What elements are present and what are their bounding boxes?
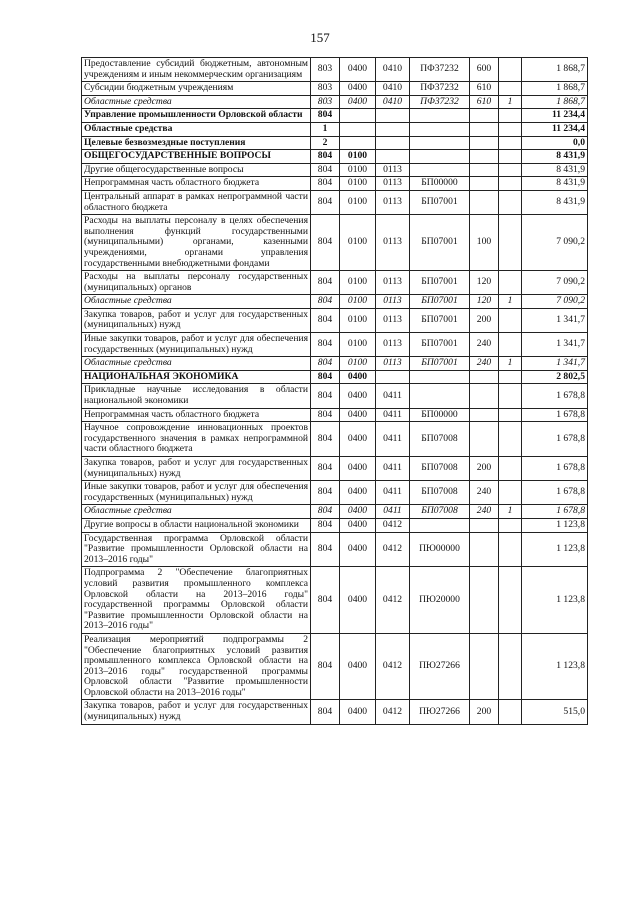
ministry-code: 804 [311,370,340,384]
ministry-code: 804 [311,333,340,357]
ministry-code: 804 [311,215,340,271]
row-description: Управление промышленности Орловской области [82,109,311,123]
table-row [82,271,588,295]
ministry-code: 804 [311,633,340,700]
section-code: 0400 [340,408,376,422]
amount: 11 234,4 [522,109,588,123]
expense-type-code [470,177,499,191]
amount: 1 678,8 [522,384,588,408]
target-article-code: БП00000 [410,408,470,422]
section-code: 0400 [340,481,376,505]
section-code: 0400 [340,422,376,457]
table-row [82,150,588,164]
subsection-code: 0113 [376,333,410,357]
table-row [82,215,588,271]
amount: 1 678,8 [522,408,588,422]
table-row [82,308,588,332]
ministry-code: 804 [311,481,340,505]
funding-source-code [499,82,522,96]
funding-source-code [499,190,522,214]
target-article-code: ПФ37232 [410,95,470,109]
amount: 1 341,7 [522,308,588,332]
row-description: Прикладные научные исследования в области национальной экономики [82,384,311,408]
subsection-code: 0411 [376,481,410,505]
funding-source-code [499,532,522,567]
row-description: Подпрограмма 2 "Обеспечение благоприятных условий развития промышленного комплекса Орловской области на 2013–2016 годы" государственной программы Орловской области "Развитие промышленности Орловской области на 2013–2016 годы" [82,567,311,634]
ministry-code: 804 [311,177,340,191]
ministry-code: 804 [311,295,340,309]
target-article-code: БП07001 [410,215,470,271]
target-article-code: БП07001 [410,333,470,357]
ministry-code: 804 [311,109,340,123]
target-article-code: ПЮ27266 [410,700,470,724]
section-code: 0400 [340,82,376,96]
section-code: 0400 [340,567,376,634]
ministry-code: 804 [311,518,340,532]
funding-source-code [499,163,522,177]
amount: 1 341,7 [522,333,588,357]
table-row [82,109,588,123]
target-article-code: БП07008 [410,457,470,481]
amount: 1 868,7 [522,82,588,96]
subsection-code: 0411 [376,457,410,481]
table-row [82,505,588,519]
funding-source-code: 1 [499,295,522,309]
row-description: Закупка товаров, работ и услуг для государственных (муниципальных) нужд [82,308,311,332]
row-description: НАЦИОНАЛЬНАЯ ЭКОНОМИКА [82,370,311,384]
ministry-code: 804 [311,271,340,295]
ministry-code: 804 [311,384,340,408]
row-description: Другие вопросы в области национальной экономики [82,518,311,532]
amount: 1 123,8 [522,518,588,532]
row-description: Областные средства [82,505,311,519]
amount: 1 868,7 [522,95,588,109]
amount: 1 678,8 [522,505,588,519]
expense-type-code: 200 [470,700,499,724]
ministry-code: 804 [311,163,340,177]
row-description: Целевые безвозмездные поступления [82,136,311,150]
section-code: 0100 [340,163,376,177]
subsection-code: 0411 [376,408,410,422]
subsection-code: 0412 [376,700,410,724]
table-row [82,518,588,532]
amount: 7 090,2 [522,295,588,309]
table-row [82,633,588,700]
row-description: Центральный аппарат в рамках непрограммной части областного бюджета [82,190,311,214]
section-code: 0100 [340,357,376,371]
subsection-code: 0410 [376,82,410,96]
target-article-code: ПЮ20000 [410,567,470,634]
target-article-code: БП07001 [410,295,470,309]
funding-source-code [499,384,522,408]
section-code: 0100 [340,333,376,357]
amount: 1 123,8 [522,532,588,567]
row-description: Расходы на выплаты персоналу государственных (муниципальных) органов [82,271,311,295]
ministry-code: 804 [311,700,340,724]
target-article-code [410,136,470,150]
table-row [82,333,588,357]
table-row [82,408,588,422]
funding-source-code [499,457,522,481]
table-body [82,58,588,725]
row-description: ОБЩЕГОСУДАРСТВЕННЫЕ ВОПРОСЫ [82,150,311,164]
table-row [82,95,588,109]
expense-type-code: 600 [470,58,499,82]
table-row [82,136,588,150]
funding-source-code [499,122,522,136]
ministry-code: 804 [311,308,340,332]
ministry-code: 803 [311,58,340,82]
amount: 8 431,9 [522,163,588,177]
target-article-code [410,109,470,123]
expense-type-code: 240 [470,333,499,357]
funding-source-code [499,271,522,295]
subsection-code: 0412 [376,532,410,567]
subsection-code: 0410 [376,95,410,109]
target-article-code: БП07001 [410,308,470,332]
expense-type-code [470,122,499,136]
ministry-code: 803 [311,82,340,96]
amount: 1 341,7 [522,357,588,371]
amount: 7 090,2 [522,215,588,271]
ministry-code: 804 [311,532,340,567]
amount: 1 678,8 [522,457,588,481]
table-row [82,122,588,136]
funding-source-code [499,177,522,191]
funding-source-code [499,136,522,150]
row-description: Закупка товаров, работ и услуг для государственных (муниципальных) нужд [82,700,311,724]
table-row [82,58,588,82]
expense-type-code: 120 [470,271,499,295]
budget-table [81,57,588,725]
target-article-code [410,518,470,532]
table-row [82,357,588,371]
section-code: 0400 [340,633,376,700]
ministry-code: 804 [311,357,340,371]
ministry-code: 804 [311,505,340,519]
expense-type-code: 240 [470,505,499,519]
ministry-code: 804 [311,150,340,164]
target-article-code [410,370,470,384]
expense-type-code: 610 [470,95,499,109]
table-row [82,370,588,384]
section-code: 0100 [340,295,376,309]
section-code: 0400 [340,95,376,109]
section-code [340,109,376,123]
expense-type-code [470,532,499,567]
funding-source-code [499,408,522,422]
section-code: 0400 [340,505,376,519]
row-description: Субсидии бюджетным учреждениям [82,82,311,96]
expense-type-code [470,190,499,214]
row-description: Реализация мероприятий подпрограммы 2 "Обеспечение благоприятных условий развития промышленного комплекса Орловской области на 2013–2016 годы" государственной программы Орловской области "Развитие промышленности Орловской области на 2013–2016 годы" [82,633,311,700]
expense-type-code: 240 [470,481,499,505]
expense-type-code [470,150,499,164]
section-code: 0400 [340,532,376,567]
ministry-code: 804 [311,422,340,457]
funding-source-code [499,150,522,164]
expense-type-code [470,163,499,177]
subsection-code: 0411 [376,505,410,519]
amount: 1 868,7 [522,58,588,82]
target-article-code: БП00000 [410,177,470,191]
section-code [340,122,376,136]
expense-type-code [470,109,499,123]
subsection-code: 0113 [376,357,410,371]
row-description: Расходы на выплаты персоналу в целях обеспечения выполнения функций государственными (муниципальными) органами, казенными учреждениями, органами управления государственными внебюджетными фондами [82,215,311,271]
expense-type-code [470,370,499,384]
table-row [82,163,588,177]
row-description: Другие общегосударственные вопросы [82,163,311,177]
expense-type-code [470,422,499,457]
ministry-code: 804 [311,457,340,481]
funding-source-code: 1 [499,357,522,371]
section-code: 0400 [340,700,376,724]
row-description: Областные средства [82,295,311,309]
table-row [82,190,588,214]
row-description: Иные закупки товаров, работ и услуг для обеспечения государственных (муниципальных) нужд [82,333,311,357]
row-description: Иные закупки товаров, работ и услуг для обеспечения государственных (муниципальных) нужд [82,481,311,505]
page-number: 157 [310,30,330,45]
row-description: Непрограммная часть областного бюджета [82,177,311,191]
expense-type-code: 120 [470,295,499,309]
amount: 2 802,5 [522,370,588,384]
row-description: Областные средства [82,122,311,136]
subsection-code: 0410 [376,58,410,82]
row-description: Областные средства [82,357,311,371]
section-code: 0400 [340,457,376,481]
funding-source-code [499,518,522,532]
subsection-code: 0113 [376,215,410,271]
amount: 1 678,8 [522,422,588,457]
expense-type-code: 240 [470,357,499,371]
target-article-code [410,163,470,177]
subsection-code [376,109,410,123]
target-article-code: БП07001 [410,357,470,371]
row-description: Государственная программа Орловской области "Развитие промышленности Орловской области на 2013–2016 годы" [82,532,311,567]
section-code: 0400 [340,384,376,408]
funding-source-code [499,700,522,724]
ministry-code: 803 [311,95,340,109]
table-row [82,384,588,408]
target-article-code: БП07001 [410,190,470,214]
amount: 11 234,4 [522,122,588,136]
funding-source-code [499,422,522,457]
expense-type-code: 200 [470,308,499,332]
subsection-code: 0113 [376,163,410,177]
expense-type-code [470,408,499,422]
target-article-code: ПЮ27266 [410,633,470,700]
funding-source-code [499,481,522,505]
ministry-code: 804 [311,567,340,634]
target-article-code: ПФ37232 [410,82,470,96]
subsection-code: 0411 [376,422,410,457]
funding-source-code [499,567,522,634]
table-row [82,481,588,505]
amount: 515,0 [522,700,588,724]
section-code: 0100 [340,271,376,295]
section-code: 0400 [340,370,376,384]
funding-source-code [499,633,522,700]
funding-source-code [499,215,522,271]
target-article-code: БП07008 [410,481,470,505]
expense-type-code [470,136,499,150]
funding-source-code [499,308,522,332]
table-row [82,567,588,634]
target-article-code: ПФ37232 [410,58,470,82]
section-code: 0100 [340,215,376,271]
target-article-code: БП07008 [410,505,470,519]
subsection-code: 0113 [376,295,410,309]
target-article-code [410,150,470,164]
section-code: 0100 [340,177,376,191]
subsection-code: 0113 [376,271,410,295]
target-article-code: БП07008 [410,422,470,457]
expense-type-code [470,567,499,634]
amount: 0,0 [522,136,588,150]
ministry-code: 804 [311,408,340,422]
section-code: 0400 [340,518,376,532]
subsection-code [376,150,410,164]
expense-type-code: 610 [470,82,499,96]
subsection-code: 0113 [376,308,410,332]
section-code [340,136,376,150]
table-row [82,457,588,481]
target-article-code [410,122,470,136]
expense-type-code: 100 [470,215,499,271]
ministry-code: 2 [311,136,340,150]
table-row [82,177,588,191]
funding-source-code [499,370,522,384]
row-description: Областные средства [82,95,311,109]
amount: 8 431,9 [522,190,588,214]
target-article-code: ПЮ00000 [410,532,470,567]
expense-type-code: 200 [470,457,499,481]
amount: 7 090,2 [522,271,588,295]
section-code: 0400 [340,58,376,82]
table-row [82,295,588,309]
funding-source-code: 1 [499,95,522,109]
ministry-code: 804 [311,190,340,214]
row-description: Научное сопровождение инновационных проектов государственного значения в рамках непрограммной части областного бюджета [82,422,311,457]
funding-source-code [499,333,522,357]
target-article-code [410,384,470,408]
amount: 1 678,8 [522,481,588,505]
subsection-code: 0411 [376,384,410,408]
section-code: 0100 [340,150,376,164]
subsection-code [376,122,410,136]
amount: 8 431,9 [522,150,588,164]
section-code: 0100 [340,308,376,332]
table-row [82,700,588,724]
subsection-code [376,136,410,150]
subsection-code [376,370,410,384]
amount: 8 431,9 [522,177,588,191]
subsection-code: 0113 [376,177,410,191]
expense-type-code [470,633,499,700]
funding-source-code [499,58,522,82]
subsection-code: 0412 [376,567,410,634]
expense-type-code [470,384,499,408]
amount: 1 123,8 [522,567,588,634]
section-code: 0100 [340,190,376,214]
expense-type-code [470,518,499,532]
row-description: Предоставление субсидий бюджетным, автономным учреждениям и иным некоммерческим организациям [82,58,311,82]
subsection-code: 0412 [376,633,410,700]
subsection-code: 0113 [376,190,410,214]
table-row [82,532,588,567]
table-row [82,422,588,457]
funding-source-code: 1 [499,505,522,519]
row-description: Непрограммная часть областного бюджета [82,408,311,422]
row-description: Закупка товаров, работ и услуг для государственных (муниципальных) нужд [82,457,311,481]
funding-source-code [499,109,522,123]
target-article-code: БП07001 [410,271,470,295]
table-row [82,82,588,96]
subsection-code: 0412 [376,518,410,532]
amount: 1 123,8 [522,633,588,700]
ministry-code: 1 [311,122,340,136]
